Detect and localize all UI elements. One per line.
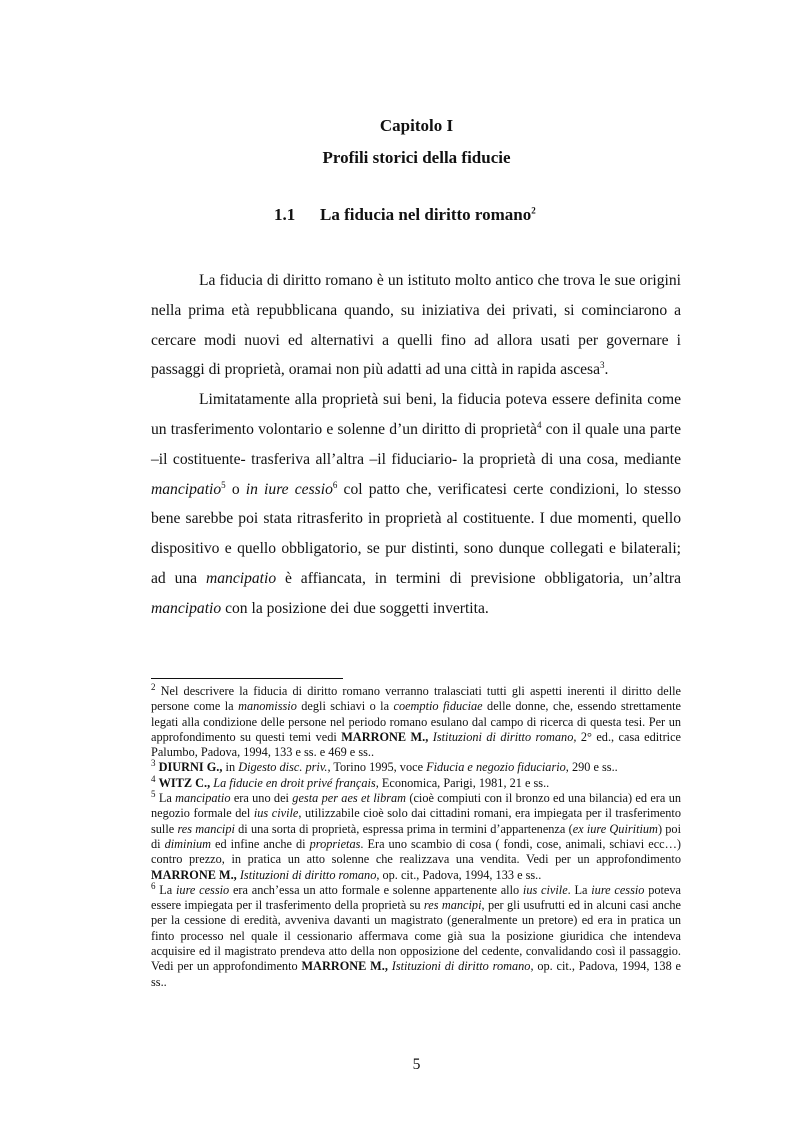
text-run: , per gli usufrutti ed in alcuni casi anche per la cessione di eredità, avveniva davanti un magistrato (generalmente un pretore) ed era in pratica un finto processo nel quale il cessionario affermava come già sua la posizione giuridica che intendeva acquisire ed il magistrato prendeva atto della non opposizione del cedente, convalidando così il passaggio. Vedi per un approfondimento — [151, 898, 681, 974]
text-run: con il quale una parte –il costituente- trasferiva all’altra –il fiduciario- la proprietà di una cosa, mediante — [151, 420, 681, 468]
text-run: mancipatio — [151, 599, 222, 617]
text-run: , utilizzabile cioè solo dai cittadini romani, era impiegata per il trasferimento sulle — [151, 806, 681, 836]
text-run: MARRONE M., — [301, 959, 388, 974]
text-run: ius civile — [253, 806, 299, 821]
section-heading — [274, 205, 536, 225]
footnote — [151, 681, 681, 760]
page-number: 5 — [412, 1056, 421, 1073]
text-run: DIURNI G., — [158, 760, 223, 775]
text-run: era anch’essa un atto formale e solenne appartenente allo — [229, 882, 523, 897]
footnote-ref[interactable]: 5 — [221, 479, 226, 490]
text-run: , 290 e ss.. — [565, 760, 618, 775]
text-run: Digesto disc. priv., — [238, 760, 331, 775]
body-paragraph — [151, 266, 681, 385]
text-run: iure cessio — [176, 882, 230, 897]
text-run: diminium — [164, 836, 212, 851]
text-run: op. cit., Padova, 1994, 138 e ss.. — [151, 959, 681, 989]
text-run: ius civile — [522, 882, 568, 897]
text-run: mancipatio — [205, 569, 277, 587]
footnote-ref[interactable]: 6 — [151, 880, 156, 891]
footnote-ref[interactable]: 3 — [151, 758, 156, 769]
text-run: mancipatio — [175, 791, 231, 806]
text-run: Istituzioni di diritto romano, — [391, 959, 534, 974]
text-run: Istituzioni di diritto romano, — [432, 729, 577, 744]
text-run: . — [604, 361, 609, 379]
text-run: MARRONE M., — [341, 729, 429, 744]
section-title: La fiducia nel diritto romano — [320, 205, 532, 224]
footnote-separator — [151, 678, 343, 679]
text-run: manomissio — [238, 699, 297, 714]
text-run: La — [155, 791, 176, 806]
text-run: con la posizione dei due soggetti invertita. — [221, 599, 489, 617]
footnote-ref[interactable]: 4 — [151, 773, 156, 784]
footnote — [151, 760, 681, 775]
footnote-ref[interactable]: 2 — [531, 205, 536, 216]
text-run: era uno dei — [230, 791, 293, 806]
text-run: ed infine anche di — [211, 836, 310, 851]
text-run: degli schiavi o la — [296, 699, 394, 714]
text-run: poteva essere impiegata per il trasferimento della proprietà su — [151, 882, 681, 913]
text-run: . Era uno scambio di cosa ( fondi, cose, animali, schiavi ecc…) contro prezzo, in pratica un atto solenne che realizzava una vendita. Vedi per un approfondimento — [151, 836, 681, 867]
text-run: Nel descrivere la fiducia di diritto romano verranno tralasciati tutti gli aspetti inerenti il diritto delle persone come la — [151, 684, 681, 714]
body-paragraph — [151, 385, 681, 623]
text-run: col patto che, verificatesi certe condizioni, lo stesso bene sarebbe poi stata ritrasferito in proprietà al costituente. I due momenti, quello dispositivo e quello obbligatorio, se pur distinti, sono dunque collegati e bilaterali; ad una — [151, 480, 682, 587]
text-run: La — [155, 882, 177, 897]
text-run: è affiancata, in termini di previsione obbligatoria, un’altra — [276, 569, 682, 587]
text-run: WITZ C., — [158, 775, 211, 790]
text-run: di una sorta di proprietà, espressa prima in termini d’appartenenza ( — [234, 821, 573, 836]
section-number: 1.1 — [274, 205, 296, 224]
text-run: . La — [567, 882, 592, 897]
chapter-label: Capitolo I — [379, 116, 454, 135]
text-run: MARRONE M., — [151, 867, 237, 882]
text-run: Limitatamente alla proprietà sui beni, la fiducia poteva essere definita come un trasferimento volontario e solenne d’un diritto di proprietà — [151, 391, 681, 438]
text-run: Economica, Parigi, 1981, 21 e ss.. — [378, 775, 550, 790]
text-run: res mancipi — [177, 821, 235, 836]
text-run: iure cessio — [591, 882, 645, 897]
text-run: Fiducia e negozio fiduciario — [426, 760, 566, 775]
text-run: mancipatio — [151, 480, 222, 498]
footnote-ref[interactable]: 4 — [536, 419, 542, 430]
footnote — [151, 880, 681, 990]
text-run: ex iure Quiritium — [572, 821, 658, 836]
text-run: La fiducie en droit privé français, — [213, 775, 379, 790]
text-run: res mancipi — [423, 898, 482, 913]
text-run: Istituzioni di diritto romano, — [239, 867, 380, 882]
text-run: gesta per aes et libram — [292, 791, 407, 806]
text-run: ) poi di — [151, 821, 681, 851]
text-run: (cioè compiuti con il bronzo ed una bilancia) ed era un negozio formale del — [151, 791, 681, 821]
footnote-ref[interactable]: 5 — [151, 788, 156, 799]
body-text — [151, 266, 681, 624]
text-run: proprietas — [309, 836, 361, 851]
text-run: in — [222, 760, 239, 775]
text-run: 2° ed., casa editrice Palumbo, Padova, 1994, 133 e ss. e 469 e ss.. — [151, 729, 681, 760]
text-run: op. cit., Padova, 1994, 133 e ss.. — [379, 867, 542, 882]
text-run: delle donne, che, essendo strettamente legati alla condizione delle persone nel periodo romano esulano dal campo di ricerca di questa tesi. Per un approfondimento su questi temi vedi — [151, 699, 681, 744]
text-run: in iure cessio — [245, 480, 333, 498]
footnote-ref[interactable]: 2 — [151, 681, 156, 692]
footnote — [151, 773, 681, 791]
text-run: Torino 1995, voce — [330, 760, 427, 775]
text-run: La fiducia di diritto romano è un istituto molto antico che trova le sue origini nella prima età repubblicana quando, su iniziativa dei privati, si cominciarono a cercare modi nuovi ed alternativi a quelli fino ad allora usati per governare i passaggi di proprietà, oramai non più adatti ad una città in rapida ascesa — [151, 272, 681, 379]
text-run: coemptio fiduciae — [393, 699, 483, 714]
footnote-ref[interactable]: 3 — [600, 360, 605, 371]
text-run: o — [225, 480, 246, 498]
chapter-title: Profili storici della fiducie — [322, 148, 511, 167]
footnotes — [151, 681, 681, 990]
footnote-ref[interactable]: 6 — [332, 479, 338, 490]
footnote — [151, 788, 681, 883]
